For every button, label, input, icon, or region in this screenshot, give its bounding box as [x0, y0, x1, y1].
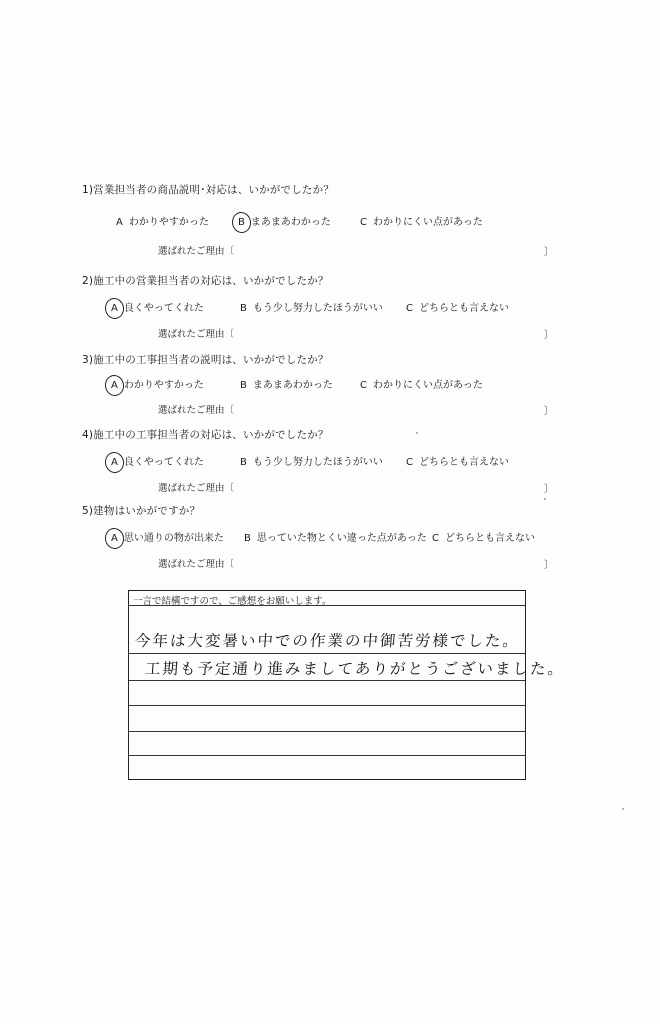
choice-label: どちらとも言えない: [418, 457, 509, 468]
choice-label: わかりやすかった: [128, 217, 209, 228]
comment-rule: [129, 605, 525, 606]
q5-reason-label: 選ばれたご理由〔: [158, 559, 235, 570]
choice-letter: C: [360, 217, 367, 228]
scan-speck: [622, 808, 624, 810]
choice-label: どちらとも言えない: [444, 533, 535, 544]
choice-label: わかりにくい点があった: [372, 380, 483, 391]
comment-rule: [129, 653, 525, 654]
choice-label: もう少し努力したほうがいい: [252, 457, 383, 468]
q5-choice-b: [244, 529, 427, 544]
choice-letter: A: [116, 217, 123, 228]
comment-header: 一言で結構ですので、ご感想をお願いします。: [133, 596, 332, 607]
choice-letter: B: [240, 457, 247, 468]
q2-choice-a-selected: [111, 299, 204, 314]
comment-rule: [129, 755, 525, 756]
q5-choice-a-selected: [111, 529, 224, 544]
selection-circle: [103, 451, 125, 475]
question-3: 3)施工中の工事担当者の説明は、いかがでしたか？: [82, 354, 329, 366]
choice-label: 良くやってくれた: [123, 457, 204, 468]
q1-reason-label: 選ばれたご理由〔: [158, 246, 235, 257]
choice-label: まあまあわかった: [250, 217, 331, 228]
question-1: 1)営業担当者の商品説明･対応は、いかがでしたか？: [82, 184, 335, 196]
q1-choice-a: [116, 213, 209, 228]
selection-circle: [103, 374, 125, 398]
q3-choice-a-selected: [111, 376, 204, 391]
question-4: 4)施工中の工事担当者の対応は、いかがでしたか？: [82, 429, 329, 441]
choice-letter: A: [111, 457, 118, 468]
choice-label: 思っていた物とくい違った点があった: [256, 533, 427, 544]
choice-letter: A: [111, 380, 118, 391]
comment-rule: [129, 731, 525, 732]
question-2: 2)施工中の営業担当者の対応は、いかがでしたか？: [82, 275, 329, 287]
choice-label: どちらとも言えない: [418, 303, 509, 314]
choice-label: 思い通りの物が出来た: [123, 533, 224, 544]
choice-label: わかりやすかった: [123, 380, 204, 391]
comment-rule: [129, 680, 525, 681]
choice-label: もう少し努力したほうがいい: [252, 303, 383, 314]
q1-reason-close: 〕: [544, 247, 554, 258]
handwritten-comment-line-1: 今年は大変暑い中での作業の中御苦労様でした。: [134, 632, 521, 650]
choice-label: 良くやってくれた: [123, 303, 204, 314]
q2-choice-b: [240, 299, 383, 314]
q4-choice-b: [240, 453, 383, 468]
choice-letter: C: [406, 303, 413, 314]
choice-letter: B: [240, 380, 247, 391]
q3-choice-b: [240, 376, 333, 391]
choice-letter: B: [240, 303, 247, 314]
choice-letter: C: [406, 457, 413, 468]
choice-label: わかりにくい点があった: [372, 217, 483, 228]
selection-circle: [103, 297, 125, 321]
comment-box: [128, 590, 566, 780]
q4-choice-a-selected: [111, 453, 204, 468]
q5-choice-c: [432, 529, 535, 544]
q2-choice-c: [406, 299, 509, 314]
handwritten-comment-line-2: 工期も予定通り進みましてありがとうございました。: [144, 660, 566, 678]
q3-reason-label: 選ばれたご理由〔: [158, 405, 235, 416]
selection-circle: [103, 527, 125, 551]
q3-choice-c: [360, 376, 483, 391]
q2-reason-close: 〕: [544, 330, 554, 341]
q1-choice-c: [360, 213, 483, 228]
q1-choice-b-selected: [238, 213, 331, 228]
comment-rule: [129, 705, 525, 706]
selection-circle: [230, 211, 252, 235]
q4-reason-close: 〕: [544, 484, 554, 495]
choice-letter: B: [238, 217, 245, 228]
choice-letter: A: [111, 303, 118, 314]
choice-letter: A: [111, 533, 118, 544]
scan-speck: [416, 432, 418, 434]
choice-label: まあまあわかった: [252, 380, 333, 391]
q5-reason-close: 〕: [544, 560, 554, 571]
q4-choice-c: [406, 453, 509, 468]
choice-letter: C: [360, 380, 367, 391]
q4-reason-label: 選ばれたご理由〔: [158, 483, 235, 494]
q3-reason-close: 〕: [544, 406, 554, 417]
choice-letter: B: [244, 533, 251, 544]
scan-speck: [544, 498, 546, 500]
choice-letter: C: [432, 533, 439, 544]
q2-reason-label: 選ばれたご理由〔: [158, 329, 235, 340]
question-5: 5)建物はいかがですか？: [82, 505, 201, 517]
